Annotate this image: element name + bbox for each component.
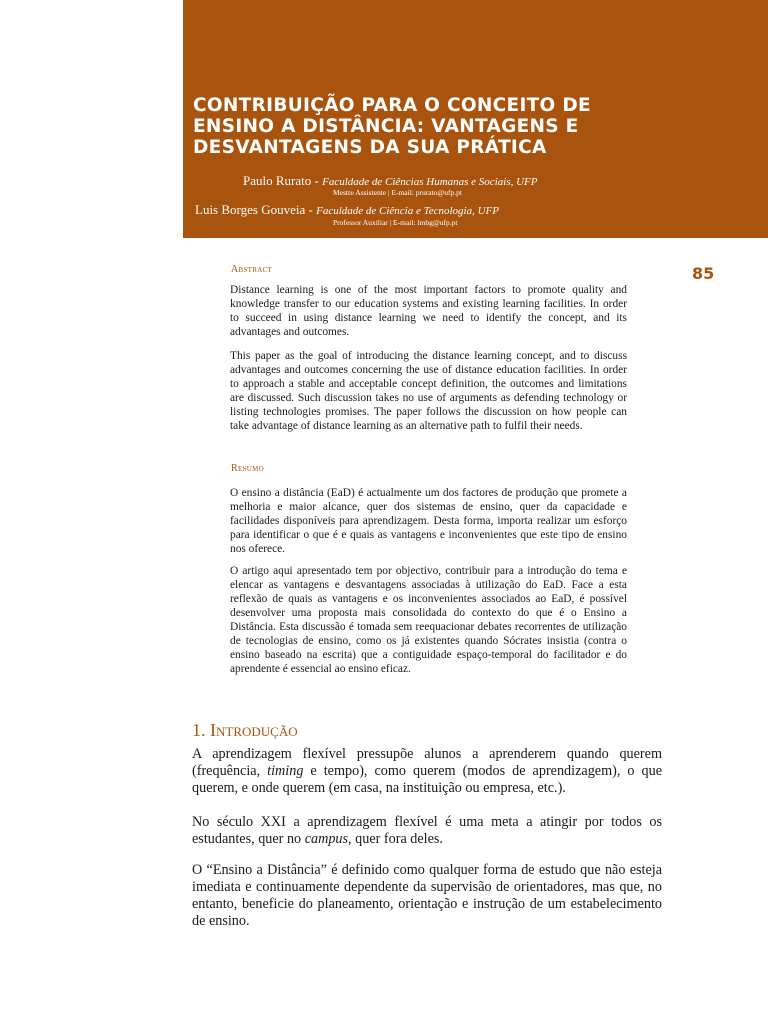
- emphasis: timing: [267, 763, 304, 779]
- section-heading-introducao: 1. Introdução: [192, 720, 298, 740]
- text-run: A aprendizagem flexível pressupõe alunos a aprenderem quando querem (frequência,: [192, 746, 662, 779]
- text-run: No século XXI a aprendizagem flexível é uma meta a atingir por todos os estudantes, quer no: [192, 814, 662, 847]
- text-run: e tempo), como querem (modos de aprendizagem), o que querem, e onde querem (em casa, na instituição ou empresa, etc.).: [192, 763, 662, 796]
- author-2: [195, 202, 499, 218]
- author-1: [243, 173, 537, 189]
- resumo-heading: Resumo: [231, 463, 264, 474]
- abstract-paragraph-1: Distance learning is one of the most important factors to promote quality and knowledge transfer to our education systems and existing learning facilities. In order to succeed in using distance learning we need to identify the concept, and its advantages and outcomes.: [230, 284, 627, 338]
- paper-title: CONTRIBUIÇÃO PARA O CONCEITO DE ENSINO A DISTÂNCIA: VANTAGENS E DESVANTAGENS DA SUA PRÁTICA: [193, 95, 591, 158]
- author-affiliation: Faculdade de Ciências Humanas e Sociais, UFP: [322, 176, 538, 188]
- emphasis: campus: [304, 831, 349, 847]
- abstract-heading: Abstract: [231, 264, 273, 275]
- text-run: , quer fora deles.: [348, 831, 443, 847]
- intro-paragraph-3: O “Ensino a Distância” é definido como qualquer forma de estudo que não esteja imediata e continuamente dependente da supervisão de orientadores, mas que, no entanto, beneficie do planeamento, orientação e instrução de um estabelecimento de ensino.: [192, 862, 662, 929]
- author-name: Paulo Rurato: [243, 173, 312, 188]
- author-2-contact: Professor Auxiliar | E-mail: lmbg@ufp.pt: [333, 218, 458, 227]
- resumo-paragraph-1: O ensino a distância (EaD) é actualmente um dos factores de produção que promete a melhoria e maior alcance, quer dos sistemas de ensino, quer da capacidade e facilidades disponíveis para aprendizagem. Desta forma, importa realizar um esforço para identificar o que é e quais as vantagens e inconvenientes que este tipo de ensino nos oferece.: [230, 487, 627, 555]
- abstract-paragraph-2: This paper as the goal of introducing the distance learning concept, and to discuss advantages and outcomes concerning the use of distance education facilities. In order to approach a stable and acceptable concept definition, the outcomes and limitations are discussed. Such discussion takes no use of arguments as defending technology or listing technologies promises. The paper follows the discussion on how people can take advantage of distance learning as an alternative path to fulfil their needs.: [230, 350, 627, 432]
- author-separator: -: [311, 173, 323, 188]
- author-separator: -: [305, 202, 317, 217]
- author-affiliation: Faculdade de Ciência e Tecnologia, UFP: [316, 205, 499, 217]
- page-number: 85: [692, 264, 715, 283]
- resumo-paragraph-2: O artigo aqui apresentado tem por objectivo, contribuir para a introdução do tema e elencar as vantagens e desvantagens associadas à utilização do EaD. Face a esta reflexão de quais as vantagens e os inconvenientes associados ao EaD, é possível desenvolver uma proposta mais consolidada do contexto do que é o Ensino a Distância. Esta discussão é tomada sem reequacionar debates recorrentes de utilização de tecnologias de ensino, como os já existentes quando Sócrates insistia (contra o ensino baseado na escrita) que a contiguidade espaço-temporal do facilitador e do aprendente é essencial ao ensino eficaz.: [230, 565, 627, 675]
- intro-paragraph-2: [192, 814, 662, 848]
- author-name: Luis Borges Gouveia: [195, 202, 306, 217]
- author-1-contact: Mestre Assistente | E-mail: prurato@ufp.pt: [333, 188, 463, 197]
- intro-paragraph-1: [192, 746, 662, 797]
